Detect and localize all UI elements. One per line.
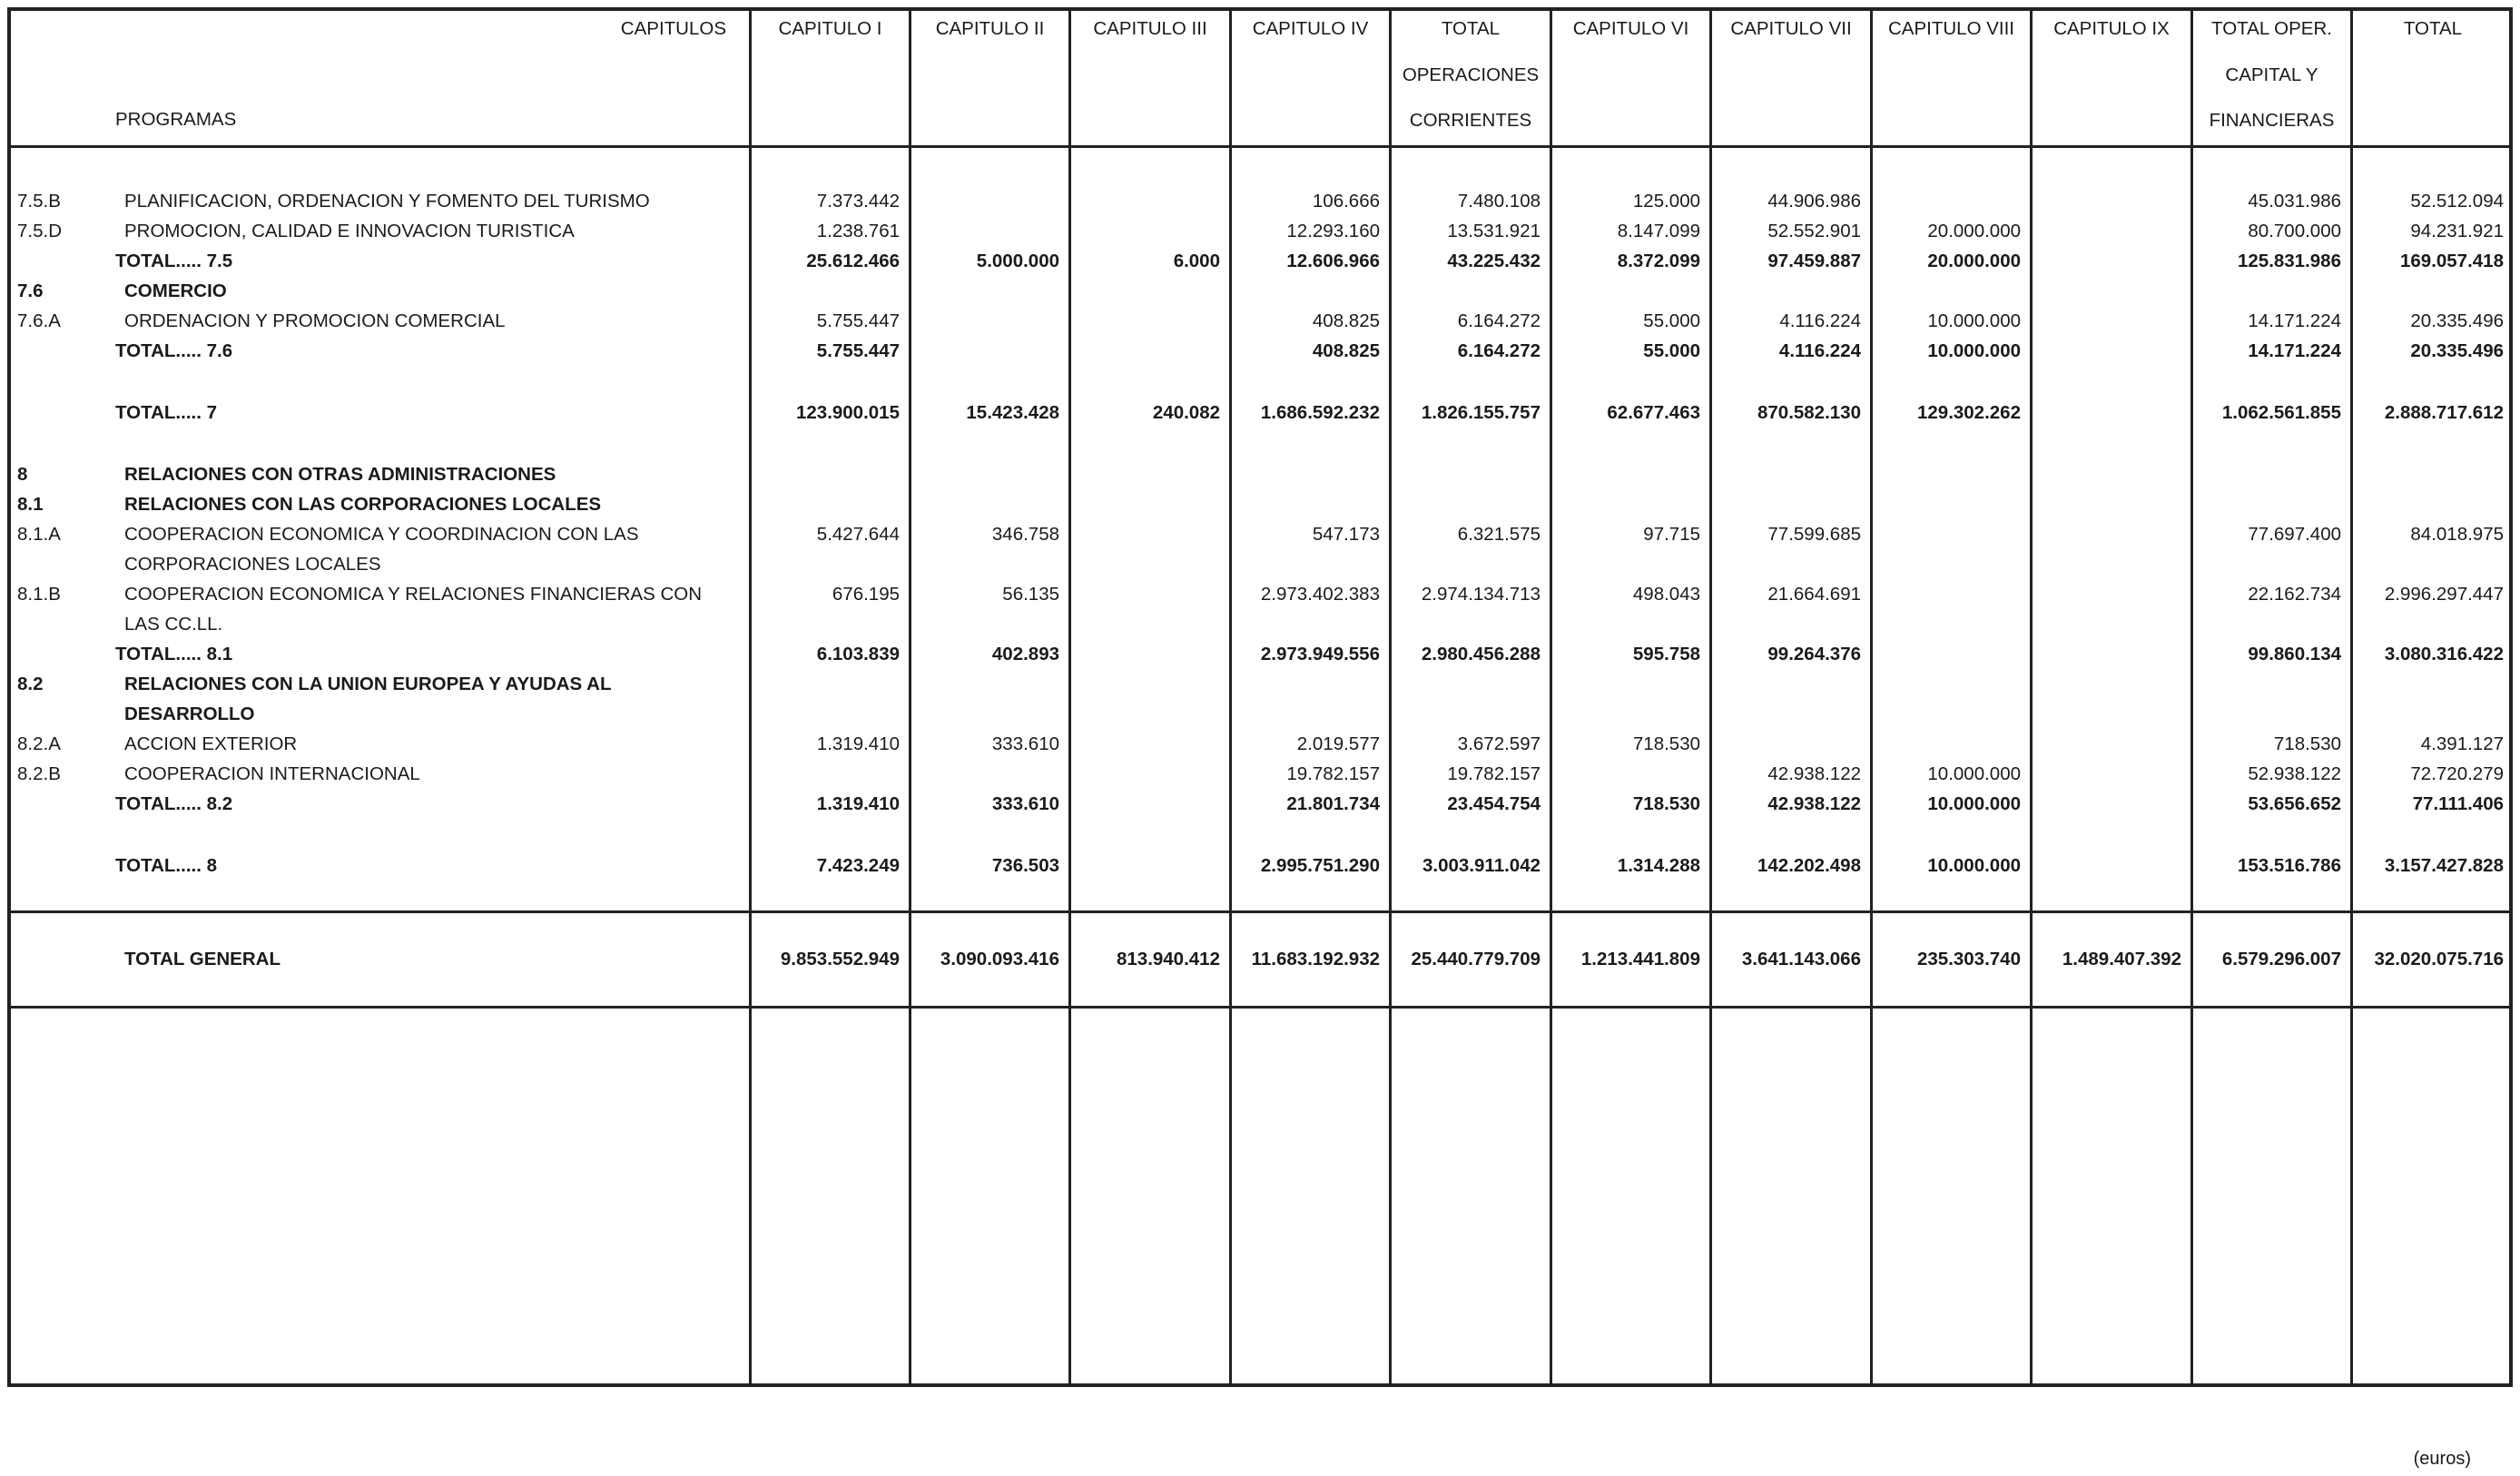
program-code: 8: [17, 464, 28, 485]
amount-cell: 4.391.127: [2420, 733, 2504, 754]
subtotal-value: 3.080.316.422: [2384, 644, 2504, 664]
subtotal-label: TOTAL..... 8: [115, 855, 217, 876]
amount-cell: 333.610: [991, 733, 1059, 754]
total-general-top-rule: [7, 910, 2513, 913]
amount-cell: 80.700.000: [2248, 221, 2341, 241]
subtotal-value: 14.171.224: [2248, 340, 2341, 361]
amount-cell: 97.715: [1643, 524, 1700, 545]
program-description: COOPERACION INTERNACIONAL: [124, 763, 420, 784]
subtotal-value: 99.860.134: [2248, 644, 2341, 664]
column-divider: [749, 7, 752, 1387]
amount-cell: 52.512.094: [2410, 191, 2504, 212]
amount-cell: 55.000: [1643, 310, 1700, 331]
amount-cell: 20.000.000: [1927, 221, 2021, 241]
program-description: COMERCIO: [124, 280, 227, 301]
total-general-value: 6.579.296.007: [2221, 949, 2341, 969]
subtotal-label: TOTAL..... 7: [115, 402, 217, 423]
program-code: 8.1.B: [17, 584, 61, 605]
amount-cell: 22.162.734: [2248, 584, 2341, 605]
amount-cell: 1.319.410: [816, 733, 900, 754]
subtotal-value: 402.893: [991, 644, 1059, 664]
subtotal-value: 3.157.427.828: [2384, 855, 2504, 876]
amount-cell: 77.599.685: [1767, 524, 1861, 545]
program-code: 8.1: [17, 494, 44, 515]
column-divider: [1068, 7, 1071, 1387]
subtotal-value: 62.677.463: [1607, 402, 1700, 423]
subtotal-value: 240.082: [1152, 402, 1220, 423]
amount-cell: 498.043: [1632, 584, 1700, 605]
amount-cell: 19.782.157: [1286, 763, 1380, 784]
subtotal-value: 25.612.466: [806, 251, 900, 271]
subtotal-label: TOTAL..... 7.6: [115, 340, 233, 361]
amount-cell: 346.758: [991, 524, 1059, 545]
total-general-value: 11.683.192.932: [1251, 949, 1380, 969]
subtotal-value: 42.938.122: [1767, 793, 1861, 814]
amount-cell: 106.666: [1312, 191, 1380, 212]
subtotal-value: 6.000: [1173, 251, 1220, 271]
column-header: TOTAL: [1441, 18, 1501, 39]
program-description: PLANIFICACION, ORDENACION Y FOMENTO DEL TURISMO: [124, 191, 650, 212]
subtotal-value: 55.000: [1643, 340, 1700, 361]
subtotal-value: 333.610: [991, 793, 1059, 814]
subtotal-value: 10.000.000: [1927, 855, 2021, 876]
header-programas: PROGRAMAS: [115, 109, 237, 130]
amount-cell: 547.173: [1312, 524, 1380, 545]
subtotal-value: 2.980.456.288: [1421, 644, 1541, 664]
currency-note: (euros): [2413, 1449, 2471, 1469]
column-divider: [909, 7, 911, 1387]
amount-cell: 12.293.160: [1286, 221, 1380, 241]
column-header: CAPITULO IX: [2053, 18, 2170, 39]
column-divider: [2190, 7, 2193, 1387]
total-general-value: 235.303.740: [1916, 949, 2021, 969]
column-header: FINANCIERAS: [2209, 110, 2335, 131]
amount-cell: 10.000.000: [1927, 763, 2021, 784]
amount-cell: 4.116.224: [1779, 310, 1861, 331]
total-general-value: 1.213.441.809: [1580, 949, 1700, 969]
total-general-value: 813.940.412: [1116, 949, 1220, 969]
column-divider: [2350, 7, 2353, 1387]
column-divider: [2030, 7, 2033, 1387]
subtotal-value: 8.372.099: [1617, 251, 1700, 271]
amount-cell: 10.000.000: [1927, 310, 2021, 331]
amount-cell: 2.973.402.383: [1260, 584, 1380, 605]
subtotal-value: 43.225.432: [1447, 251, 1541, 271]
amount-cell: 8.147.099: [1617, 221, 1700, 241]
subtotal-value: 6.103.839: [816, 644, 900, 664]
total-general-value: 9.853.552.949: [780, 949, 900, 969]
program-description: LAS CC.LL.: [124, 614, 223, 635]
total-general-value: 25.440.779.709: [1411, 949, 1541, 969]
amount-cell: 125.000: [1632, 191, 1700, 212]
subtotal-value: 99.264.376: [1767, 644, 1861, 664]
column-header: TOTAL OPER.: [2211, 18, 2332, 39]
subtotal-value: 1.826.155.757: [1421, 402, 1541, 423]
amount-cell: 14.171.224: [2248, 310, 2341, 331]
amount-cell: 77.697.400: [2248, 524, 2341, 545]
amount-cell: 5.427.644: [816, 524, 900, 545]
header-capitulos: CAPITULOS: [620, 18, 726, 39]
subtotal-value: 20.335.496: [2410, 340, 2504, 361]
amount-cell: 94.231.921: [2410, 221, 2504, 241]
amount-cell: 6.164.272: [1457, 310, 1541, 331]
amount-cell: 3.672.597: [1457, 733, 1541, 754]
subtotal-value: 1.686.592.232: [1260, 402, 1380, 423]
amount-cell: 13.531.921: [1447, 221, 1541, 241]
subtotal-value: 408.825: [1312, 340, 1380, 361]
subtotal-value: 125.831.986: [2237, 251, 2341, 271]
amount-cell: 20.335.496: [2410, 310, 2504, 331]
amount-cell: 84.018.975: [2410, 524, 2504, 545]
subtotal-value: 12.606.966: [1286, 251, 1380, 271]
column-divider: [1229, 7, 1232, 1387]
amount-cell: 52.552.901: [1767, 221, 1861, 241]
subtotal-label: TOTAL..... 8.1: [115, 644, 233, 664]
subtotal-value: 10.000.000: [1927, 793, 2021, 814]
subtotal-value: 4.116.224: [1778, 340, 1861, 361]
program-code: 7.5.D: [17, 221, 62, 241]
subtotal-value: 23.454.754: [1447, 793, 1541, 814]
program-code: 8.2.B: [17, 763, 61, 784]
program-code: 8.2.A: [17, 733, 61, 754]
subtotal-value: 2.973.949.556: [1260, 644, 1380, 664]
program-description: DESARROLLO: [124, 704, 255, 724]
subtotal-value: 2.888.717.612: [2384, 402, 2504, 423]
program-code: 7.6.A: [17, 310, 61, 331]
amount-cell: 52.938.122: [2248, 763, 2341, 784]
column-header: CAPITAL Y: [2225, 64, 2318, 85]
subtotal-value: 169.057.418: [2399, 251, 2504, 271]
column-header: CAPITULO II: [935, 18, 1045, 39]
column-header: CAPITULO III: [1093, 18, 1207, 39]
subtotal-value: 1.062.561.855: [2221, 402, 2341, 423]
subtotal-value: 97.459.887: [1767, 251, 1861, 271]
amount-cell: 7.373.442: [816, 191, 900, 212]
subtotal-value: 10.000.000: [1927, 340, 2021, 361]
amount-cell: 1.238.761: [816, 221, 900, 241]
subtotal-value: 21.801.734: [1286, 793, 1380, 814]
amount-cell: 408.825: [1312, 310, 1380, 331]
subtotal-value: 7.423.249: [816, 855, 900, 876]
column-header: CAPITULO IV: [1252, 18, 1369, 39]
program-description: PROMOCION, CALIDAD E INNOVACION TURISTICA: [124, 221, 575, 241]
amount-cell: 718.530: [2273, 733, 2341, 754]
header-rule: [7, 145, 2513, 148]
subtotal-value: 142.202.498: [1757, 855, 1861, 876]
subtotal-value: 20.000.000: [1927, 251, 2021, 271]
total-general-bottom-rule: [7, 1006, 2513, 1009]
amount-cell: 2.996.297.447: [2384, 584, 2504, 605]
program-code: 8.1.A: [17, 524, 61, 545]
program-description: ORDENACION Y PROMOCION COMERCIAL: [124, 310, 506, 331]
column-header: OPERACIONES: [1402, 64, 1540, 85]
subtotal-value: 2.995.751.290: [1260, 855, 1380, 876]
subtotal-value: 77.111.406: [2412, 793, 2504, 814]
program-description: CORPORACIONES LOCALES: [124, 554, 381, 575]
column-divider: [1389, 7, 1392, 1387]
subtotal-value: 53.656.652: [2248, 793, 2341, 814]
subtotal-value: 123.900.015: [795, 402, 900, 423]
program-description: RELACIONES CON OTRAS ADMINISTRACIONES: [124, 464, 556, 485]
subtotal-value: 595.758: [1632, 644, 1700, 664]
amount-cell: 7.480.108: [1457, 191, 1541, 212]
subtotal-value: 736.503: [991, 855, 1059, 876]
subtotal-value: 1.314.288: [1617, 855, 1700, 876]
amount-cell: 718.530: [1632, 733, 1700, 754]
subtotal-value: 870.582.130: [1757, 402, 1861, 423]
table-frame: [7, 7, 2513, 1387]
subtotal-label: TOTAL..... 8.2: [115, 793, 233, 814]
program-description: ACCION EXTERIOR: [124, 733, 298, 754]
program-description: RELACIONES CON LAS CORPORACIONES LOCALES: [124, 494, 602, 515]
program-description: COOPERACION ECONOMICA Y COORDINACION CON LAS: [124, 524, 639, 545]
column-header: CAPITULO I: [778, 18, 882, 39]
total-general-label: TOTAL GENERAL: [124, 949, 281, 969]
total-general-value: 3.641.143.066: [1741, 949, 1861, 969]
column-header: CORRIENTES: [1409, 110, 1532, 131]
column-header: TOTAL: [2403, 18, 2463, 39]
program-code: 7.5.B: [17, 191, 61, 212]
program-description: RELACIONES CON LA UNION EUROPEA Y AYUDAS AL: [124, 674, 612, 694]
total-general-value: 1.489.407.392: [2062, 949, 2181, 969]
column-divider: [1550, 7, 1552, 1387]
total-general-value: 32.020.075.716: [2374, 949, 2504, 969]
program-description: COOPERACION ECONOMICA Y RELACIONES FINANCIERAS CON: [124, 584, 703, 605]
column-header: CAPITULO VIII: [1888, 18, 2014, 39]
amount-cell: 21.664.691: [1767, 584, 1861, 605]
subtotal-value: 15.423.428: [966, 402, 1059, 423]
program-code: 8.2: [17, 674, 44, 694]
subtotal-value: 718.530: [1632, 793, 1700, 814]
amount-cell: 72.720.279: [2410, 763, 2504, 784]
subtotal-value: 5.755.447: [816, 340, 900, 361]
total-general-value: 3.090.093.416: [940, 949, 1059, 969]
amount-cell: 2.974.134.713: [1421, 584, 1541, 605]
amount-cell: 44.906.986: [1767, 191, 1861, 212]
column-header: CAPITULO VII: [1730, 18, 1852, 39]
subtotal-value: 5.000.000: [976, 251, 1059, 271]
subtotal-value: 6.164.272: [1457, 340, 1541, 361]
subtotal-label: TOTAL..... 7.5: [115, 251, 233, 271]
subtotal-value: 3.003.911.042: [1422, 855, 1541, 876]
amount-cell: 676.195: [832, 584, 900, 605]
amount-cell: 2.019.577: [1296, 733, 1380, 754]
amount-cell: 56.135: [1002, 584, 1059, 605]
subtotal-value: 129.302.262: [1916, 402, 2021, 423]
column-divider: [1870, 7, 1873, 1387]
column-header: CAPITULO VI: [1572, 18, 1689, 39]
amount-cell: 45.031.986: [2248, 191, 2341, 212]
subtotal-value: 1.319.410: [816, 793, 900, 814]
amount-cell: 5.755.447: [816, 310, 900, 331]
column-divider: [1709, 7, 1712, 1387]
amount-cell: 42.938.122: [1767, 763, 1861, 784]
subtotal-value: 153.516.786: [2237, 855, 2341, 876]
program-code: 7.6: [17, 280, 44, 301]
amount-cell: 6.321.575: [1457, 524, 1541, 545]
amount-cell: 19.782.157: [1447, 763, 1541, 784]
